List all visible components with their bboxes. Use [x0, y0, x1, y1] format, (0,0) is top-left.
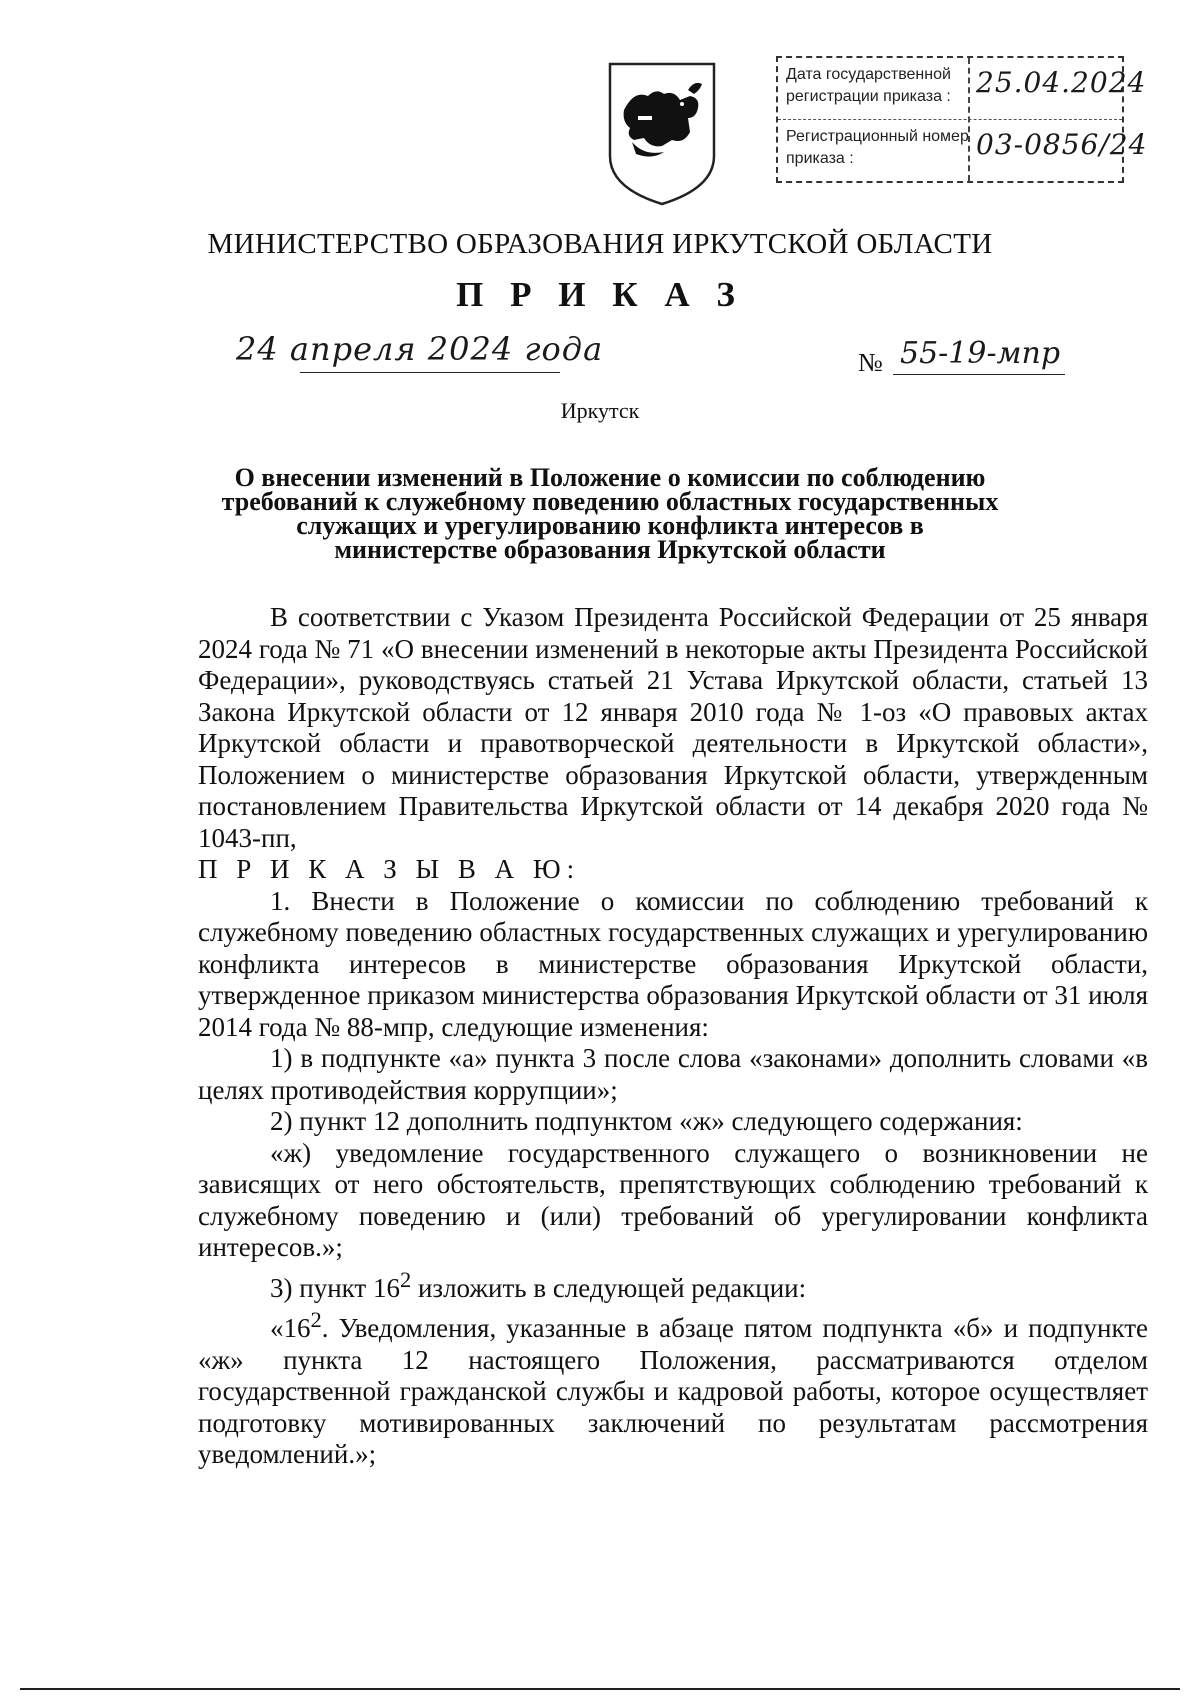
item-1-paragraph: 1. Внести в Положение о комиссии по соблюдению требований к служебному поведению областных государственных служащих и урегулированию конфликта интересов в министерстве образования Иркутской области, утвержденное приказом министерства образования Иркутской области от 31 июля 2014 года № 88-мпр, следующие изменения: [198, 885, 1148, 1042]
order-date-handwritten: 24 апреля 2024 года [236, 330, 604, 368]
city: Иркутск [560, 398, 640, 423]
subitem-3-sup: 2 [399, 1266, 412, 1292]
registration-stamp [776, 56, 1148, 183]
reg-date-handwritten: 25.04.2024 [976, 66, 1147, 99]
coat-of-arms-emblem [604, 60, 720, 208]
number-underline [893, 374, 1065, 375]
subitem-3-text-sup: 2 [310, 1307, 322, 1332]
stamp-row-date [778, 58, 1147, 120]
ministry-heading: МИНИСТЕРСТВО ОБРАЗОВАНИЯ ИРКУТСКОЙ ОБЛАСТИ [207, 228, 993, 260]
subitem-3-text-open: «16 [270, 1313, 311, 1343]
reg-number-label: Регистрационный номер приказа : [786, 128, 969, 167]
stamp-row-number [778, 120, 1148, 181]
subitem-2-paragraph: 2) пункт 12 дополнить подпунктом «ж» следующего содержания: [270, 1106, 1023, 1136]
document-title: О внесении изменений в Положение о комиссии по соблюдению требований к служебному поведению областных государственных служащих и урегулированию конфликта интересов в министерстве образования Иркутской области [221, 463, 999, 564]
subitem-1-paragraph: 1) в подпункте «а» пункта 3 после слова «законами» дополнить словами «в целях противодействия коррупции»; [198, 1043, 1148, 1105]
document-body [198, 602, 1148, 1471]
subitem-3-before: 3) пункт 16 [270, 1272, 400, 1303]
subitem-3-paragraph [198, 1264, 1148, 1305]
preamble-paragraph: В соответствии с Указом Президента Российской Федерации от 25 января 2024 года № 71 «О внесении изменений в некоторые акты Президента Российской Федерации», руководствуясь статьей 21 Устава Иркутской области, статьей 13 Закона Иркутской области от 12 января 2010 года № 1-оз «О правовых актах Иркутской области и правотворческой деятельности в Иркутской области», Положением о министерстве образования Иркутской области, утвержденным постановлением Правительства Иркутской области от 14 декабря 2020 года № 1043-пп, [198, 602, 1148, 853]
scan-edge-line [20, 1688, 1180, 1690]
order-number-handwritten: 55-19-мпр [900, 336, 1061, 371]
subitem-3-text-paragraph [198, 1304, 1148, 1471]
reg-number-handwritten: 03-0856/24 [976, 128, 1148, 161]
subitem-2-text-paragraph: «ж) уведомление государственного служащего о возникновении не зависящих от него обстоятельств, препятствующих соблюдению требований к служебному поведению и (или) требований об урегулировании конфликта интересов.»; [198, 1137, 1148, 1262]
date-underline [300, 372, 560, 373]
number-sign: № [858, 348, 883, 377]
reg-date-label: Дата государственной регистрации приказа : [786, 66, 951, 105]
order-word: П Р И К А З Ы В А Ю: [198, 854, 581, 884]
subitem-3-after: изложить в следующей редакции: [411, 1272, 807, 1303]
document-type: П Р И К А З [456, 275, 744, 314]
subitem-3-text-rest: . Уведомления, указанные в абзаце пятом подпункта «б» и подпункте «ж» пункта 12 настоящего Положения, рассматриваются отделом государственной гражданской службы и кадровой работы, которое осуществляет подготовку мотивированных заключений по результатам рассмотрения уведомлений.»; [198, 1313, 1148, 1469]
